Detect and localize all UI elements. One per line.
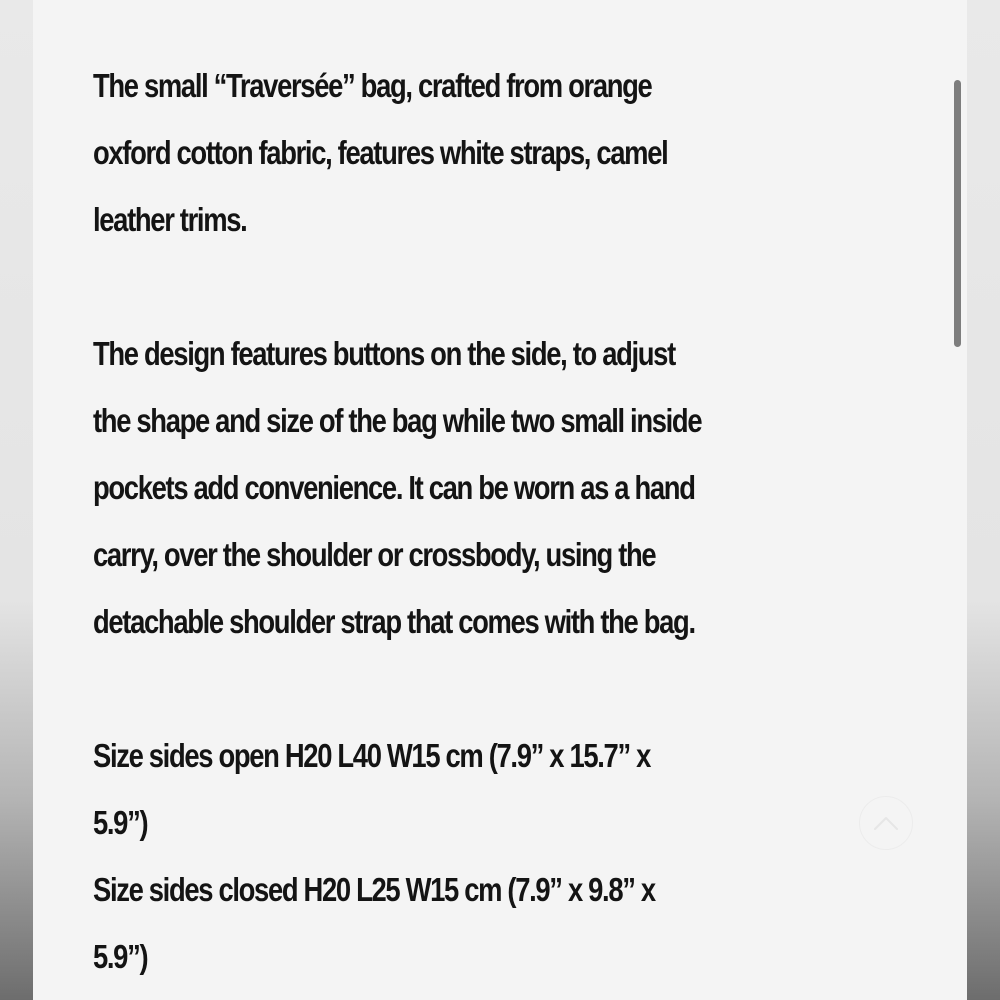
vertical-scrollbar[interactable] bbox=[954, 80, 961, 347]
description-paragraph-materials: The small “Traversée” bag, crafted from orange oxford cotton fabric, features white straps, camel leather trims. bbox=[93, 67, 668, 238]
left-background-edge bbox=[0, 0, 33, 1000]
chevron-up-icon bbox=[873, 815, 899, 831]
right-background-edge bbox=[967, 0, 1000, 1000]
product-description-panel[interactable] bbox=[33, 0, 967, 1000]
scroll-to-top-button[interactable] bbox=[859, 796, 913, 850]
description-paragraph-design: The design features buttons on the side, to adjust the shape and size of the bag while two small inside pockets add convenience. It can be worn as a hand carry, over the shoulder or crossbody, using the detachable shoulder strap that comes with the bag. bbox=[93, 335, 702, 640]
product-description bbox=[93, 52, 707, 990]
size-sides-closed: Size sides closed H20 L25 W15 cm (7.9” x 9.8” x 5.9”) bbox=[93, 871, 655, 975]
size-sides-open: Size sides open H20 L40 W15 cm (7.9” x 15.7” x 5.9”) bbox=[93, 737, 650, 841]
